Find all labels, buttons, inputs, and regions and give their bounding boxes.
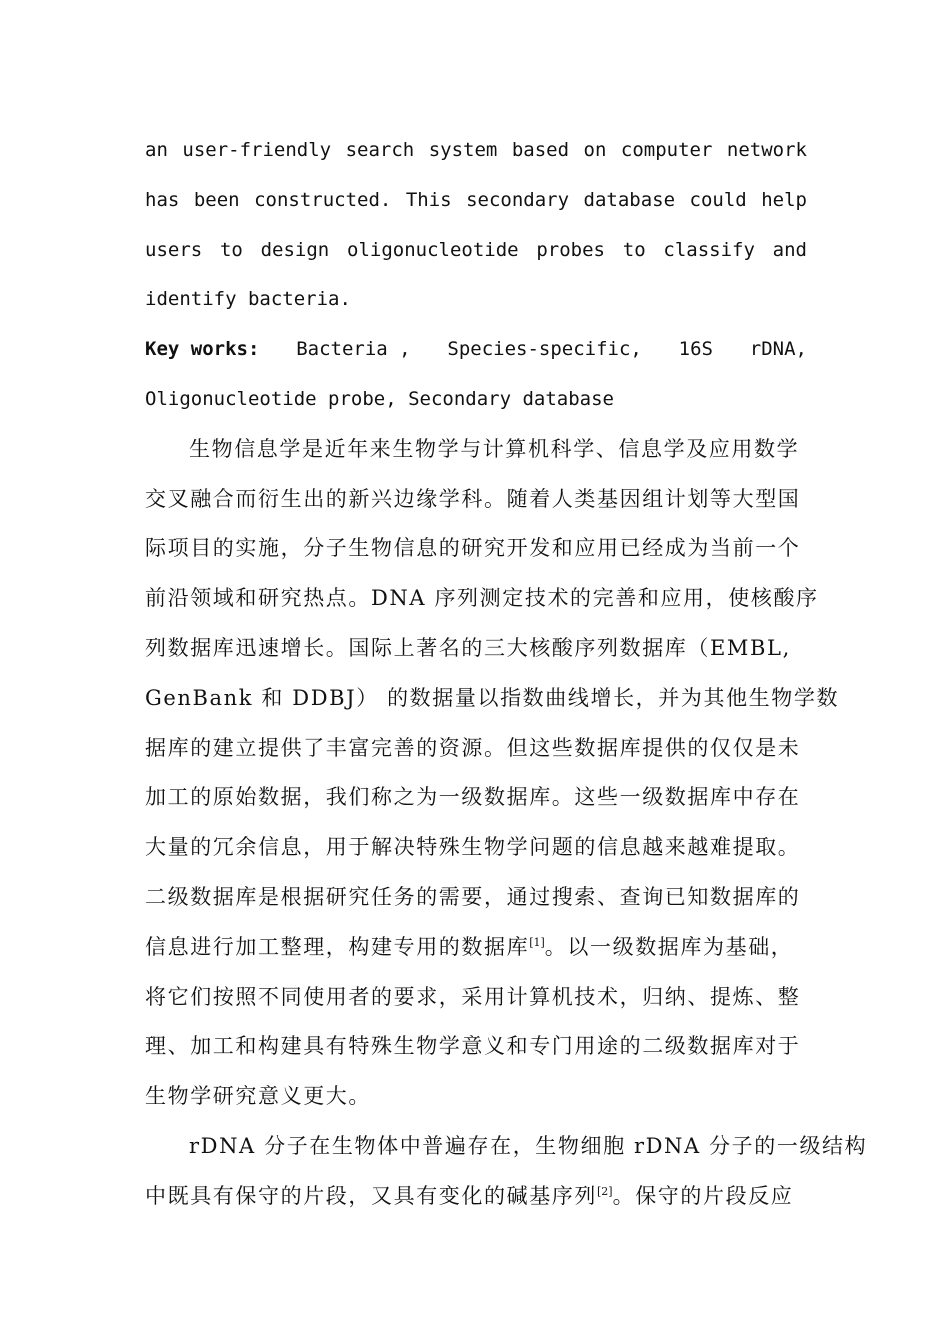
body-paragraph-2	[145, 1122, 868, 1222]
paragraph-line: rDNA 分子在生物体中普遍存在，生物细胞 rDNA 分子的一级结构	[189, 1133, 868, 1158]
citation-1: [1]	[529, 935, 545, 949]
abstract-line: identify bacteria.	[145, 288, 351, 311]
keyword-item: Bacteria ,	[296, 338, 411, 361]
paragraph-line: 大量的冗余信息，用于解决特殊生物学问题的信息越来越难提取。	[145, 835, 801, 860]
paragraph-line: 际项目的实施，分子生物信息的研究开发和应用已经成为当前一个	[145, 536, 801, 561]
abstract-line: an user-friendly search system based on computer network	[145, 139, 807, 161]
body-paragraph-1	[145, 425, 840, 1122]
keywords	[145, 325, 807, 425]
paragraph-line: 交叉融合而衍生出的新兴边缘学科。随着人类基因组计划等大型国	[145, 486, 801, 511]
paragraph-text: 。以一级数据库为基础，	[544, 934, 794, 959]
page-content	[145, 126, 868, 1222]
paragraph-line: 将它们按照不同使用者的要求，采用计算机技术，归纳、提炼、整	[145, 984, 801, 1009]
paragraph-line: 列数据库迅速增长。国际上著名的三大核酸序列数据库（EMBL,	[145, 635, 791, 660]
keywords-line-2: Oligonucleotide probe, Secondary database	[145, 387, 614, 410]
paragraph-line: GenBank 和 DDBJ） 的数据量以指数曲线增长，并为其他生物学数	[145, 685, 840, 710]
keyword-item: rDNA,	[749, 338, 807, 361]
paragraph-text: 信息进行加工整理，构建专用的数据库	[145, 934, 530, 959]
citation-2: [2]	[597, 1184, 613, 1198]
paragraph-line: 前沿领域和研究热点。DNA 序列测定技术的完善和应用，使核酸序	[145, 586, 819, 611]
keyword-item: 16S	[678, 338, 713, 361]
abstract-line: has been constructed. This secondary database could help	[145, 188, 807, 211]
keyword-item: Species-specific,	[447, 338, 642, 361]
paragraph-text: 。保守的片段反应	[612, 1183, 794, 1208]
abstract-line: users to design oligonucleotide probes to classify and	[145, 238, 807, 261]
paragraph-line: 二级数据库是根据研究任务的需要，通过搜索、查询已知数据库的	[145, 884, 801, 909]
paragraph-line: 生物学研究意义更大。	[145, 1084, 371, 1109]
paragraph-line: 生物信息学是近年来生物学与计算机科学、信息学及应用数学	[189, 436, 800, 461]
abstract-english	[145, 126, 807, 325]
paragraph-line: 加工的原始数据，我们称之为一级数据库。这些一级数据库中存在	[145, 785, 801, 810]
keywords-line-1	[145, 325, 807, 375]
paragraph-line-with-citation	[145, 1172, 807, 1222]
paragraph-line-with-citation	[145, 923, 807, 973]
paragraph-line: 据库的建立提供了丰富完善的资源。但这些数据库提供的仅仅是未	[145, 735, 801, 760]
keywords-label: Key works:	[145, 338, 260, 361]
paragraph-line: 理、加工和构建具有特殊生物学意义和专门用途的二级数据库对于	[145, 1034, 801, 1059]
paragraph-text: 中既具有保守的片段，又具有变化的碱基序列	[145, 1183, 597, 1208]
